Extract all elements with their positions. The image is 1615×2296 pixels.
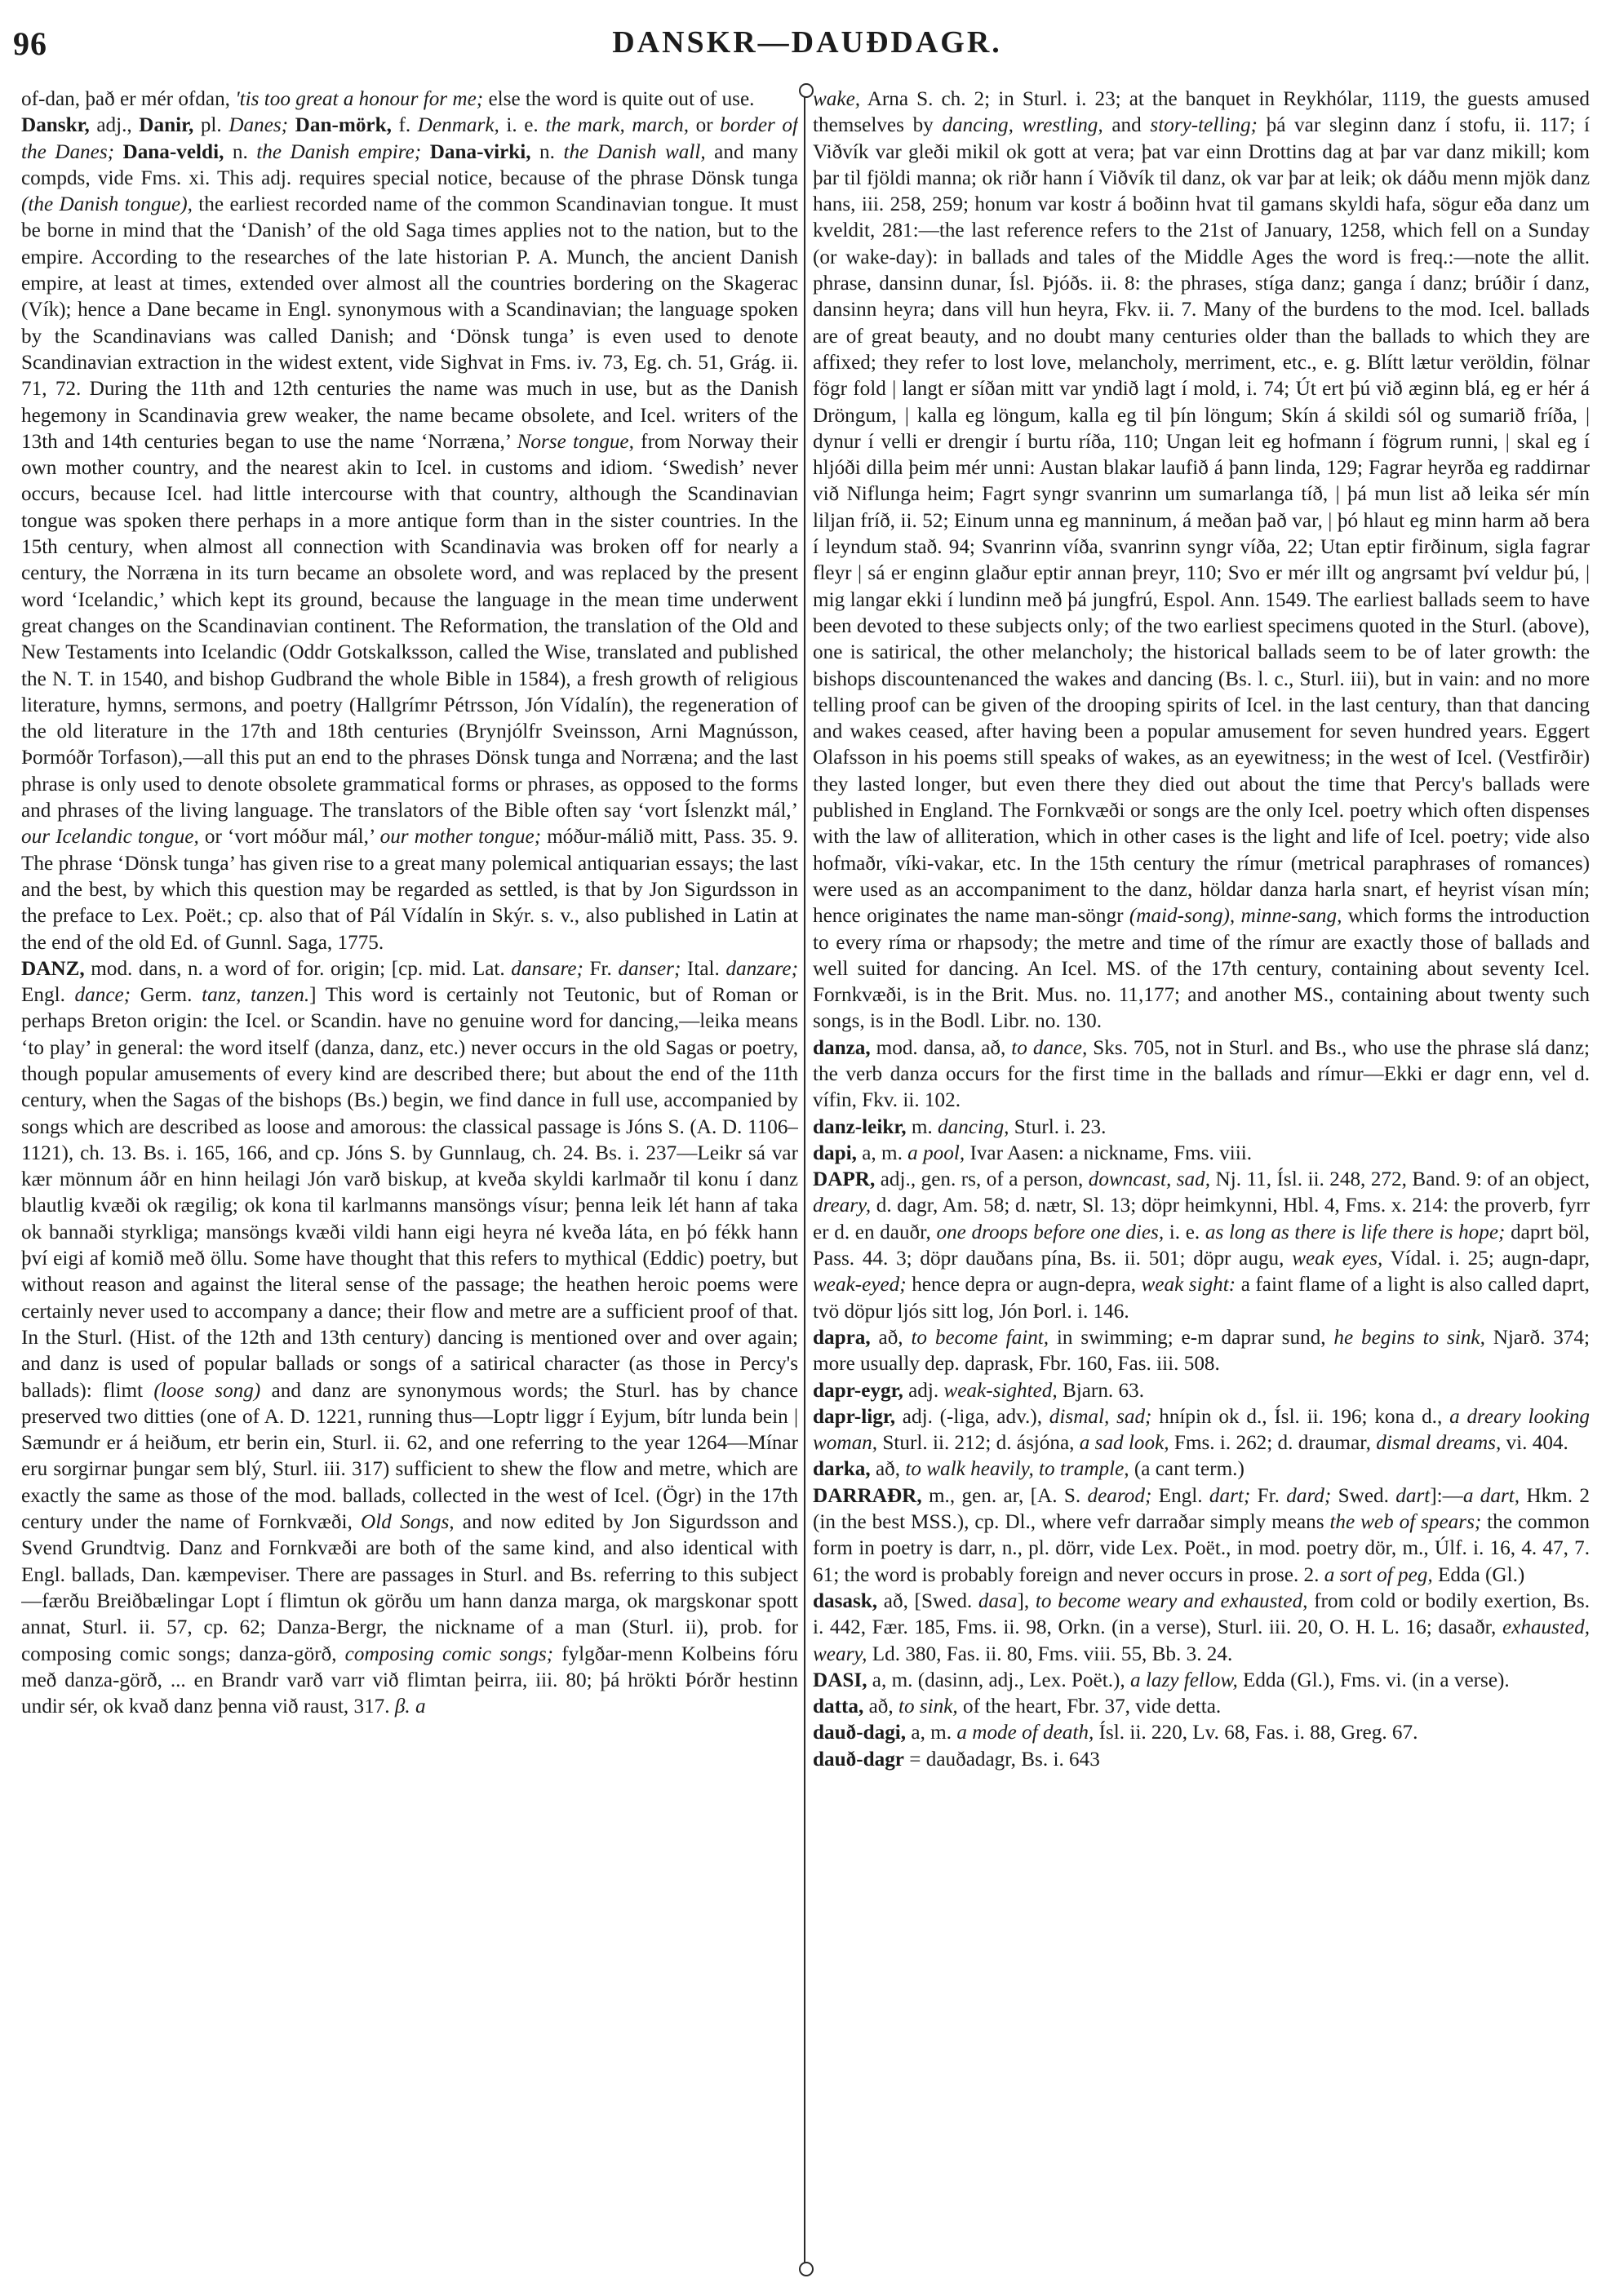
entry-text: = dauðadagr, Bs. i. 643 [903,1748,1100,1771]
entry-headword: Dana-veldi, [122,140,224,163]
entry-text: m., gen. ar, [A. S. [921,1484,1088,1507]
column-divider [804,88,805,2270]
dictionary-entry [813,1694,1590,1720]
entry-text: adj. (-liga, adv.), [895,1405,1049,1428]
entry-gloss: dismal, sad; [1049,1405,1152,1428]
entry-gloss: dancing, wrestling, [942,114,1103,137]
left-column [21,86,798,2273]
entry-text: a, m. [906,1722,957,1744]
entry-text: daprt böl, Pass. 44. 3; döpr dauðans pína, Bs. ii. 501; döpr augu, [813,1221,1590,1270]
entry-headword: darka, [813,1458,871,1481]
entry-text: Ísl. ii. 220, Lv. 68, Fas. i. 88, Greg. 67. [1094,1722,1418,1744]
dictionary-entry [813,1404,1590,1457]
entry-text: f. [391,114,418,137]
entry-text: að, [870,1458,906,1481]
entry-gloss: Danes; [228,114,289,137]
entry-text: ]:— [1430,1484,1463,1507]
entry-gloss: story-telling; [1150,114,1258,137]
entry-gloss: dismal dreams, [1376,1432,1502,1455]
entry-text: n. [224,140,257,163]
entry-headword: DAPR, [813,1168,876,1191]
entry-text: Fr. [583,957,619,980]
entry-gloss: danzare; [725,957,798,980]
entry-text: Nj. 11, Ísl. ii. 248, 272, Band. 9: of an object, [1210,1168,1590,1191]
entry-gloss: Norse tongue, [517,430,634,453]
entry-gloss: dasa [978,1589,1018,1612]
dictionary-entry [813,1483,1590,1589]
entry-text: d. dagr, Am. 58; d. nætr, Sl. 13; döpr heimkynni, Hbl. 4, Fms. x. 214: the proverb, fyrr er d. en dauðr, [813,1195,1590,1243]
entry-text: a, m. (dasinn, adj., Lex. Poët.), [867,1669,1130,1691]
entry-text: and now edited by Jon Sigurdsson and Svend Grundtvig. Danz and Fornkvæði are both of the same kind, and also identical with Engl. ballads, Dan. kæmpeviser. There are passages in Sturl. and Bs. referring to this subject—færðu Breiðbælingar Lopt í flimtun ok görðu um hann danza marga, ok margskonar spott annat, Sturl. ii. 57, cp. 62; Danza-Bergr, the nickname of a man (Sturl. ii), prob. for composing comic songs; danza-görð, [21,1511,798,1665]
entry-headword: Danskr, [21,114,90,137]
entry-gloss: to become faint, [911,1326,1049,1349]
entry-text: hence depra or augn-depra, [906,1274,1142,1296]
entry-headword: danz-leikr, [813,1115,907,1138]
entry-gloss: he begins to sink, [1333,1326,1485,1349]
entry-text: Germ. [131,984,202,1007]
entry-text: Ld. 380, Fas. ii. 80, Fms. viii. 55, Bb. 3. 24. [867,1642,1233,1665]
entry-text: else the word is quite out of use. [483,88,755,110]
entry-gloss: a lazy fellow, [1129,1669,1238,1691]
entry-gloss: wake, [813,88,861,110]
entry-text: að, [Swed. [877,1589,978,1612]
entry-text: vi. 404. [1501,1432,1568,1455]
entry-text: n. [530,140,564,163]
dictionary-entry [813,86,1590,1035]
entry-gloss: a sad look, [1079,1432,1169,1455]
entry-headword: dauð-dagr [813,1748,904,1771]
divider-bottom-ornament [799,2262,814,2276]
entry-gloss: dearod; [1087,1484,1152,1507]
entry-headword: DANZ, [21,957,85,980]
dictionary-entry [813,1668,1590,1694]
entry-gloss: to become weary and exhausted, [1035,1589,1308,1612]
entry-gloss: weak sight: [1141,1274,1236,1296]
entry-gloss: our Icelandic tongue, [21,826,199,849]
entry-headword: DASI, [813,1669,867,1691]
entry-text [288,114,295,136]
entry-text: i. e. [1164,1221,1205,1243]
dictionary-entry [813,1456,1590,1483]
dictionary-entry [813,1378,1590,1404]
entry-gloss: our mother tongue; [379,826,542,849]
entry-text: að, [863,1695,898,1718]
dictionary-entry [813,1325,1590,1378]
dictionary-entry [21,113,798,956]
entry-headword: DARRAÐR, [813,1484,922,1507]
entry-gloss: the Danish wall, [563,140,706,163]
entry-gloss: dancing, [938,1115,1009,1138]
entry-gloss: dansare; [511,957,583,980]
entry-gloss: (loose song) [153,1379,261,1402]
entry-text: m. [906,1115,938,1138]
entry-gloss: to walk heavily, to trample, [905,1458,1129,1481]
entry-text: from cold or bodily exertion, Bs. i. 442, Fær. 185, Fms. ii. 98, Orkn. (in a verse), Sturl. iii. 20, O. H. L. 16; dasaðr, [813,1589,1590,1639]
entry-text: adj., [89,114,140,137]
entry-text: adj. [903,1379,944,1402]
entry-gloss: a sort of peg, [1324,1563,1433,1586]
entry-gloss: a pool, [907,1141,965,1164]
entry-text: pl. [193,114,229,137]
entry-headword: datta, [813,1695,864,1718]
entry-gloss: Denmark, [417,114,499,137]
page-header [13,24,1601,70]
entry-gloss: 'tis too great a honour for me; [235,88,484,110]
entry-gloss: to dance, [1011,1036,1088,1059]
entry-gloss: to sink, [898,1695,958,1718]
running-head: DANSKR—DAUÐDAGR. [612,25,1002,60]
entry-text: Ital. [681,957,726,980]
entry-gloss: a dreary looking woman, [813,1405,1590,1455]
entry-text: Fms. i. 262; d. draumar, [1169,1432,1377,1455]
entry-headword: dauð-dagi, [813,1722,907,1744]
entry-text: ], [1017,1589,1036,1612]
divider-top-ornament [799,83,814,98]
entry-gloss: one droops before one dies, [936,1221,1165,1243]
entry-text: the common form in poetry is darr, n., pl. dörr, vide Lex. Poët., in mod. poetry dör, m., Úlf. i. 16, 4. 47, 7. 61; the word is probably foreign and never occurs in prose. 2. [813,1511,1590,1586]
entry-text: hnípin ok d., Ísl. ii. 196; kona d., [1151,1405,1450,1428]
entry-gloss: minne-sang, [1240,905,1342,928]
entry-text: mod. dans, n. a word of for. origin; [cp. mid. Lat. [84,957,512,980]
entry-text [114,141,123,163]
dictionary-entry [813,1747,1590,1773]
entry-text: Edda (Gl.), Fms. vi. (in a verse). [1237,1669,1510,1691]
entry-text: a, m. [856,1141,908,1164]
entry-gloss: dance; [74,984,131,1007]
entry-headword: danza, [813,1036,871,1059]
entry-text: Sturl. ii. 212; d. ásjóna, [877,1432,1080,1455]
entry-text: adj., gen. rs, of a person, [875,1168,1089,1191]
entry-gloss: dard; [1286,1484,1332,1507]
entry-text: Hkm. 2 (in the best MSS.), cp. Dl., where vefr darraðar simply means [813,1484,1590,1534]
entry-text: of-dan, það er mér ofdan, [21,88,236,110]
entry-text: (a cant term.) [1129,1458,1245,1481]
entry-text: a faint flame of a light is also called daprt, tvö döpur ljós sitt log, Jón Þorl. i. 146. [813,1274,1590,1323]
entry-gloss: a dart, [1462,1484,1520,1507]
entry-gloss: dart [1395,1484,1431,1507]
entry-headword: Danir, [139,114,194,137]
entry-gloss: exhausted, weary, [813,1616,1590,1665]
entry-gloss: β. [394,1695,410,1718]
entry-text: the earliest recorded name of the common Scandinavian tongue. It must be borne in mind that the ‘Danish’ of the old Saga times applies not to the nation, but to the empire. According to the researches of the late historian P. A. Munch, the ancient Danish empire, at least at times, extended over almost all the countries bordering on the Skagerac (Vík); hence a Dane became in Engl. synonymous with a Scandinavian; the language spoken by the Scandinavians was called Danish; and ‘Dönsk tunga’ is even used to denote Scandinavian extraction in the widest extent, vide Sighvat in Fms. iv. 73, Eg. ch. 51, Grág. ii. 71, 72. During the 11th and 12th centuries the name was much in use, but as the Danish hegemony in Scandinavia grew weaker, the name became obsolete, and Icel. writers of the 13th and 14th centuries began to use the name ‘Norræna,’ [21,193,798,453]
entry-text [421,141,430,163]
entry-text: Sturl. i. 23. [1009,1115,1107,1138]
entry-gloss: downcast, sad, [1088,1168,1211,1191]
entry-text: þá var sleginn danz í stofu, ii. 117; í Viðvík var gleði mikil ok gott at vera; þat var einn Drottins dag at þar var danz mikill; kom þar til fjöldi manna; ok riðr hann í Viðvík til danz, ok var þar at leik; ok dáðu menn mjök danz hans, iii. 258, 259; honum var kostr á boðinn hvat til gamans skyldi hafa, sögur eða danz um kveldit, 281:—the last reference refers to the 21st of January, 1258, which fell on a Sunday (or wake-day): in ballads and tales of the Middle Ages the word is freq.:—note the allit. phrase, dansinn dunar, Ísl. Þjóðs. ii. 8: the phrases, stíga danz; ganga í danz; brúðir í danz, dansinn heyra; dans vill hun heyra, Fkv. ii. 7. Many of the burdens to the mod. Icel. ballads are of great beauty, and no doubt many centuries older than the ballads to which they are affixed; they refer to lost love, melancholy, merriment, etc., e. g. Blítt lætur veröldin, fölnar fögr fold | langt er síðan mitt var yndið lagt í mold, i. 74; Út ert þú við æginn blá, eg er hér á Dröngum, | kalla eg löngum, kalla eg til þín löngum; Skín á skildi sól og sumarið fríða, | dynur í velli er drengir í burtu ríða, 110; Ungan leit eg hofmann í fögrum runni, | skal eg í hljóði dilla þeim mér unni: Austan blakar laufið á þann linda, 129; Fagrar heyrða eg raddirnar við Niflunga heim; Fagrt syngr svanrinn um sumarlanga tíð, | þá mun list að leika sér mín liljan fríð, ii. 52; Einum unna eg manninum, á meðan það var, | þó hlaut eg minn harm að bera í leyndum stað. 94; Svanrinn víða, svanrinn syngr víða, 22; Utan eptir firðinum, sigla fagrar fleyr | sá er enginn glaður eptir annan þreyr, 110; Svo er mér illt og angrsamt því veldur þú, | mig langar ekki í lundinn með þá jungfrú, Espol. Ann. 1549. The earliest ballads seem to have been devoted to these subjects only; of the two earliest specimens quoted in the Sturl. (above), one is satirical, the other melancholy; the historical ballads seem to be of later growth: the bishops discountenanced the wakes and dancing (Bs. l. c., Sturl. iii), but in vain: and no more telling proof can be given of the drooping spirits of Icel. in the last century, than that dancing and wakes ceased, after having been a popular amusement for seven hundred years. Eggert Olafsson in his poems still speaks of wakes, as an eyewitness; in the west of Icel. (Vestfirðir) they lasted longer, but even there they died out about the time that Percy's ballads were published in England. The Fornkvæði or songs are the only Icel. poetry which often dispenses with the law of alliteration, which in other cases is the light and life of Icel. poetry; vide also hofmaðr, víki-vakar, etc. In the 15th century the rímur (metrical paraphrases of romances) were used as an accompaniment to the danz, höldar danza harla snart, ef heyrist vísan mín; hence originates the name man-söngr [813,114,1590,928]
dictionary-entry [813,1035,1590,1115]
entry-text: ] This word is certainly not Teutonic, but of Roman or perhaps Breton origin: the Icel. or Scandin. have no genuine word for dancing,—leika means ‘to play’ in general: the word itself (danza, danz, etc.) never occurs in the old Sagas or poetry, though popular amusements of every kind are described there; but about the end of the 11th century, when the Sagas of the bishops (Bs.) begin, we find dance in full use, accompanied by songs which are described as loose and amorous: the classical passage is Jóns S. (A. D. 1106–1121), ch. 13. Bs. i. 165, 166, and cp. Jóns S. by Gunnlaug, ch. 24. Bs. i. 237—Leikr sá var kær mönnum áðr en hinn heilagi Jón varð biskup, at kveða skyldi karlmaðr til konu í danz blautlig kvæði ok rægilig; ok kona til karlmanns mansöngs vísur; þenna leik lét hann af taka ok bannaði styrkliga; mansöngs kvæði vildi hann eigi heyra né kveða láta, en þó fékk hann því eigi af komið með öllu. Some have thought that this refers to mythical (Eddic) poetry, but without reason and against the literal sense of the passage; the heathen heroic poems were certainly never used to accompany a dance; their flow and metre are a sufficient proof of that. In the Sturl. (Hist. of the 12th and 13th century) dancing is mentioned over and over again; and danz is used of popular ballads or songs of a satirical character (as those in Percy's ballads): flimt [21,984,798,1402]
entry-text: from Norway their own mother country, and the nearest akin to Icel. in customs and idiom. ‘Swedish’ never occurs, because Icel. had little intercourse with that country, although the Scandinavian tongue was spoken there perhaps in a more antique form than in the sister countries. In the 15th century, when almost all connection with Scandinavia was broken off for nearly a century, the Norræna in its turn became an obsolete word, and was replaced by the present word ‘Icelandic,’ which kept its ground, because the language in the mean time underwent great changes on the Scandinavian continent. The Reformation, the translation of the Old and New Testaments into Icelandic (Oddr Gotskalksson, called the Wise, translated and published the N. T. in 1540, and bishop Gudbrand the whole Bible in 1584), a fresh growth of religious literature, hymns, sermons, and poetry (Hallgrímr Pétrsson, Jón Vídalín), the regeneration of the old literature in the 17th and 18th centuries (Brynjólfr Sveinsson, Arni Magnússon, Þormóðr Torfason),—all this put an end to the phrases Dönsk tunga and Norræna; and the last phrase is only used to denote obsolete grammatical forms or phrases, as opposed to the forms and phrases of the living language. The translators of the Bible often say ‘vort Íslenzkt mál,’ [21,430,798,822]
entry-text: Njarð. 374; more usually dep. daprask, Fbr. 160, Fas. iii. 508. [813,1326,1590,1376]
entry-gloss: composing comic songs; [344,1642,554,1665]
entry-text: Engl. [21,984,75,1007]
entry-gloss: a mode of death, [956,1722,1094,1744]
entry-text: Sks. 705, not in Sturl. and Bs., who use the phrase slá danz; the verb danza occurs for the first time in the ballads and rímur—Ekki er dagr enn, vel d. vífin, Fkv. ii. 102. [813,1036,1590,1112]
entry-text: or [689,114,721,137]
entry-text: fylgðar-menn Kolbeins fóru með danza-görð, ... en Brandr varð varr við flimtan þeirra, iii. 80; þá hrökti Þórðr hestinn undir sér, ok kvað danz þenna við raust, 317. [21,1642,798,1718]
entry-text: Ivar Aasen: a nickname, Fms. viii. [965,1141,1252,1164]
entry-text: Edda (Gl.) [1432,1563,1525,1586]
entry-gloss: weak-eyed; [813,1274,907,1296]
entry-gloss: (the Danish tongue), [21,193,193,216]
entry-gloss: the Danish empire; [256,140,422,163]
entry-text: Vídal. i. 25; augn-dapr, [1382,1248,1590,1270]
entry-gloss: Old Songs, [361,1511,455,1534]
entry-headword: Dana-virki, [429,140,531,163]
dictionary-entry [813,1720,1590,1746]
entry-headword: dasask, [813,1589,878,1612]
entry-headword: dapra, [813,1326,871,1349]
entry-gloss: the web of spears; [1329,1511,1482,1534]
entry-headword: Dan-mörk, [295,114,392,137]
entry-gloss: weak eyes, [1292,1248,1383,1270]
entry-gloss: dart; [1209,1484,1251,1507]
entry-gloss: as long as there is life there is hope; [1205,1221,1506,1243]
entry-text: which forms the introduction to every ríma or rhapsody; the metre and time of the rímur are exactly those of ballads and well suited for dancing. An Icel. MS. of the 17th century, containing about seventy Icel. Fornkvæði, is in the Brit. Mus. no. 11,177; and another MS., containing about twenty such songs, is in the Bodl. Libr. no. 130. [813,905,1590,1033]
entry-gloss: (maid-song), [1129,905,1236,928]
entry-text: Bjarn. 63. [1057,1379,1144,1402]
page-number: 96 [13,25,47,62]
dictionary-entry [813,1115,1590,1141]
entry-text [1235,905,1240,927]
entry-text: and danz are synonymous words; the Sturl. has by chance preserved two ditties (one of A. D. 1221, running thus—Loptr liggr í Eyjum, bítr lunda bein | Sæmundr er á heiðum, etr berin ein, Sturl. ii. 62, and one referring to the year 1264—Mínar eru sorgirnar þungar sem blý, Sturl. iii. 317) sufficient to shew the flow and metre, which are exactly the same as those of the mod. ballads, collected in the west of Icel. (Ögr) in the 17th century under the name of Fornkvæði, [21,1379,798,1534]
entry-gloss: the mark, march, [545,114,690,137]
entry-gloss: dreary, [813,1195,872,1217]
entry-text: in swimming; e-m daprar sund, [1049,1326,1334,1349]
entry-text: and many compds, vide Fms. xi. This adj. requires special notice, because of the phrase Dönsk tunga [21,140,798,189]
dictionary-entry [813,1589,1590,1668]
dictionary-entry [21,956,798,1721]
entry-text: Engl. [1151,1484,1209,1507]
entry-gloss: tanz, tanzen. [202,984,310,1007]
entry-headword: dapi, [813,1141,857,1164]
entry-text: or ‘vort móður mál,’ [198,826,380,849]
entry-headword: dapr-eygr, [813,1379,903,1402]
dictionary-entry [813,1167,1590,1325]
entry-text: and [1103,114,1151,137]
dictionary-entry [813,1141,1590,1167]
entry-text: að, [870,1326,912,1349]
entry-text: of the heart, Fbr. 37, vide detta. [957,1695,1222,1718]
entry-headword: dapr-ligr, [813,1405,895,1428]
dictionary-entry [21,86,798,113]
entry-gloss: danser; [618,957,681,980]
entry-text: Fr. [1250,1484,1287,1507]
entry-text: mod. dansa, að, [870,1036,1012,1059]
entry-text: móður-málið mitt, Pass. 35. 9. The phrase ‘Dönsk tunga’ has given rise to a great many polemical antiquarian essays; the last and the best, by which this question may be regarded as settled, is that by Jon Sigurdsson in the preface to Lex. Poët.; cp. also that of Pál Vídalín in Skýr. s. v., also published in Latin at the end of the old Ed. of Gunnl. Saga, 1775. [21,826,798,954]
entry-gloss: a [415,1695,426,1718]
entry-gloss: weak-sighted, [943,1379,1058,1402]
right-column [813,86,1590,2273]
entry-text: Swed. [1331,1484,1396,1507]
entry-text: Arna S. ch. 2; in Sturl. i. 23; at the banquet in Reykhólar, 1119, the guests amused themselves by [813,88,1590,137]
entry-text: i. e. [499,114,546,137]
entry-gloss: border of the Danes; [21,114,798,163]
